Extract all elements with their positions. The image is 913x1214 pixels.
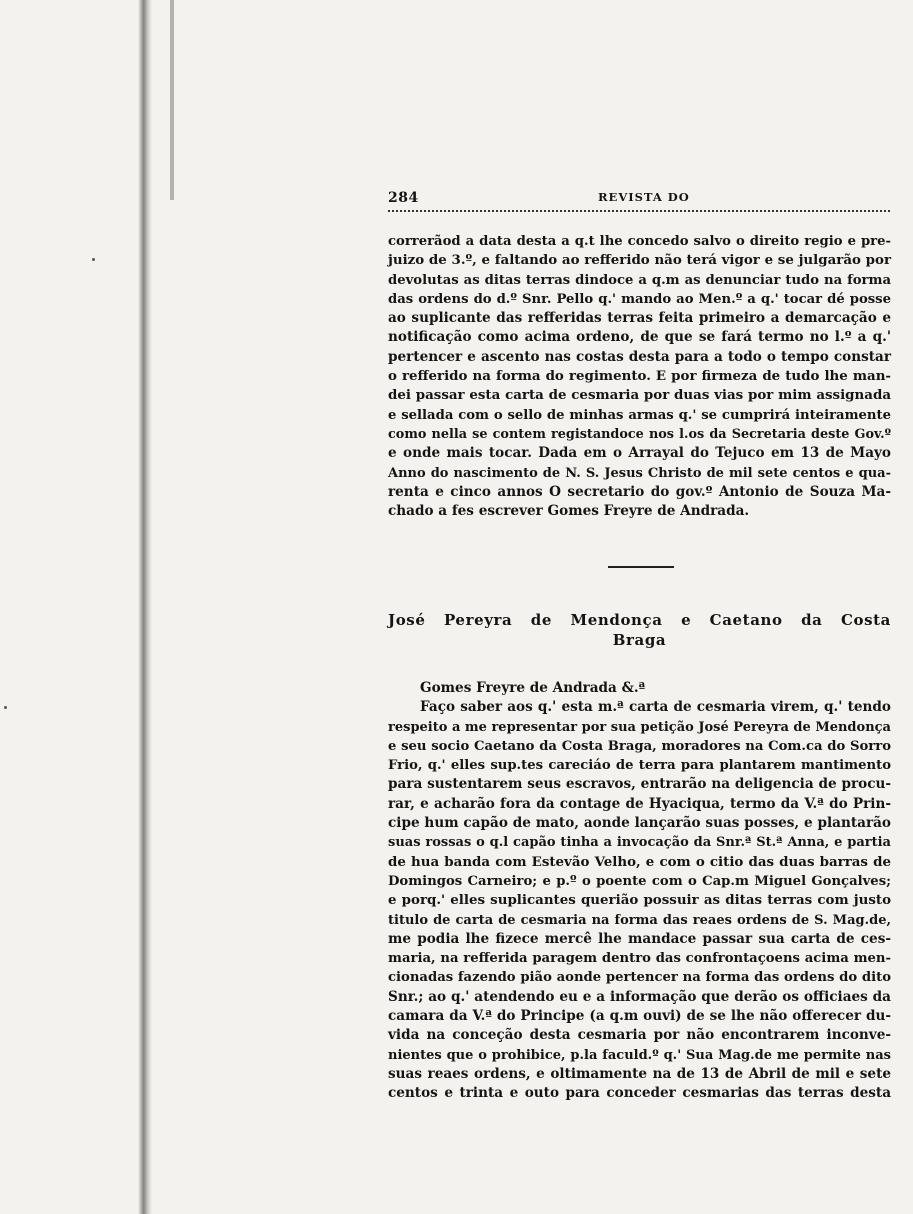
- text-line: suas reaes ordens, e oltimamente na de 13 de Abril de mil e sete: [388, 1065, 891, 1082]
- text-line: maria, na refferida paragem dentro das confrontaçoens acima men-: [388, 951, 891, 967]
- text-line: Faço saber aos q.' esta m.ª carta de cesmaria virem, q.' tendo: [420, 699, 891, 716]
- text-line: pertencer e ascento nas costas desta para a todo o tempo constar: [388, 348, 891, 365]
- section-title-line: Braga: [612, 631, 667, 649]
- text-line: e porq.' elles suplicantes querião possuir as ditas terras com justo: [388, 892, 891, 909]
- text-line: Snr.; ao q.' atendendo eu e a informação que derão os officiaes da: [388, 988, 891, 1005]
- header-rule: [388, 210, 890, 212]
- binding-edge: [170, 0, 174, 200]
- text-line: e sellada com o sello de minhas armas q.' se cumprirá inteiramente: [388, 407, 891, 423]
- running-title: REVISTA DO: [598, 190, 690, 204]
- text-line: Domingos Carneiro; e p.º o poente com o Cap.m Miguel Gonçalves;: [388, 873, 891, 889]
- text-line: Gomes Freyre de Andrada &.ª: [420, 680, 646, 696]
- text-line: de hua banda com Estevão Velho, e com o citio das duas barras de: [388, 853, 891, 870]
- text-line: ao suplicante das refferidas terras feita primeiro a demarcação e: [388, 310, 891, 327]
- text-line: vida na conceção desta cesmaria por não encontrarem inconve-: [388, 1027, 891, 1044]
- binding-shadow: [138, 0, 152, 1214]
- page-number: 284: [388, 190, 419, 206]
- text-line: como nella se contem registandoce nos l.os da Secretaria deste Gov.º: [388, 426, 891, 442]
- section-title-line: José Pereyra de Mendonça e Caetano da Costa: [388, 611, 891, 629]
- text-line: e seu socio Caetano da Costa Braga, moradores na Com.ca do Sorro: [388, 738, 891, 754]
- text-line: respeito a me representar por sua petição José Pereyra de Mendonça: [388, 719, 891, 735]
- text-line: cipe hum capão de mato, aonde lançarão suas posses, e plantarão: [388, 815, 891, 832]
- text-line: chado a fes escrever Gomes Freyre de Andrada.: [388, 503, 750, 520]
- scan-speck: [92, 258, 95, 261]
- text-line: juizo de 3.º, e faltando ao refferido não terá vigor e se julgarão por: [388, 252, 891, 269]
- text-line: e onde mais tocar. Dada em o Arrayal do Tejuco em 13 de Mayo: [388, 445, 891, 462]
- text-line: notificação como acima ordeno, de que se fará termo no l.º a q.': [388, 329, 891, 346]
- text-line: rar, e acharão fora da contage de Hyaciqua, termo da V.ª do Prin-: [388, 795, 891, 812]
- text-line: me podia lhe fizece mercê lhe mandace passar sua carta de ces-: [388, 930, 891, 947]
- text-line: o refferido na forma do regimento. E por firmeza de tudo lhe man-: [388, 368, 891, 385]
- text-line: Anno do nascimento de N. S. Jesus Christo de mil sete centos e qua-: [388, 465, 891, 481]
- scan-speck: [4, 706, 7, 709]
- text-line: correrãod a data desta a q.t lhe concedo salvo o direito regio e pre-: [388, 234, 891, 249]
- text-line: dei passar esta carta de cesmaria por duas vias por mim assignada: [388, 387, 891, 404]
- page-header: [388, 190, 888, 210]
- text-line: nientes que o prohibice, p.la faculd.º q.' Sua Mag.de me permite nas: [388, 1047, 891, 1063]
- text-line: titulo de carta de cesmaria na forma das reaes ordens de S. Mag.de,: [388, 912, 891, 928]
- text-line: para sustentarem seus escravos, entrarão na deligencia de procu-: [388, 776, 891, 793]
- text-block-continuation: [388, 232, 891, 521]
- text-line: devolutas as ditas terras dindoce a q.m as denunciar tudo na forma: [388, 272, 891, 288]
- text-line: centos e trinta e outo para conceder cesmarias das terras desta: [388, 1085, 891, 1102]
- text-line: renta e cinco annos O secretario do gov.º Antonio de Souza Ma-: [388, 483, 891, 500]
- text-line: suas rossas o q.l capão tinha a invocação da Snr.ª St.ª Anna, e partia: [388, 835, 891, 851]
- text-line: Frio, q.' elles sup.tes careciáo de terra para plantarem mantimento: [388, 758, 891, 774]
- text-line: das ordens do d.º Snr. Pello q.' mando ao Men.º a q.' tocar dé posse: [388, 291, 891, 307]
- section-divider: [608, 566, 674, 568]
- text-line: cionadas fazendo pião aonde pertencer na forma das ordens do dito: [388, 970, 891, 986]
- text-line: camara da V.ª do Principe (a q.m ouvi) de se lhe não offerecer du-: [388, 1008, 891, 1025]
- text-block-grant: [388, 679, 891, 1104]
- section-title: [388, 610, 891, 650]
